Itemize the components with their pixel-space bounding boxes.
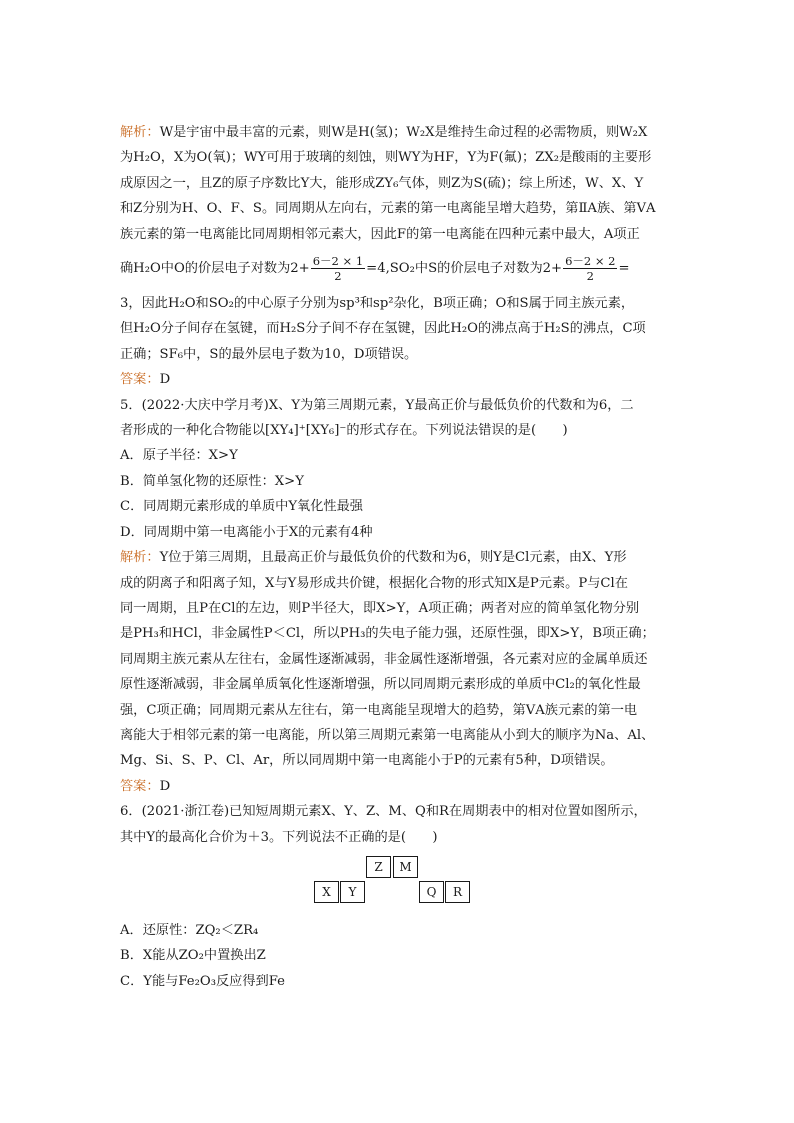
cell-z: Z <box>366 856 391 878</box>
q5-option-a: A．原子半径：X>Y <box>120 448 238 464</box>
denominator: 2 <box>586 269 594 284</box>
q5-analysis-line-4: 是PH₃和HCl，非金属性P＜Cl，所以PH₃的失电子能力强，还原性强，即X>Y，B项正确； <box>120 626 655 642</box>
numerator: 6－2 × 1 <box>312 254 364 269</box>
q4-analysis-line-3: 成原因之一，且Z的原子序数比Y大，能形成ZY₆气体，则Z为S(硫)；综上所述，W、X、Y <box>120 175 644 191</box>
q5-analysis-line-5: 同周期主族元素从左往右，金属性逐渐减弱，非金属性逐渐增强，各元素对应的金属单质还 <box>120 651 648 667</box>
answer-value: D <box>159 778 171 794</box>
q5-analysis-line-6: 原性逐渐减弱，非金属单质氧化性逐渐增强，所以同周期元素形成的单质中Cl₂的氧化性最 <box>120 677 641 693</box>
q4-analysis-line-7: 3，因此H₂O和SO₂的中心原子分别为sp³和sp²杂化，B项正确；O和S属于同主族元素， <box>120 296 635 312</box>
q5-stem-line-1: 5．(2022·大庆中学月考)X、Y为第三周期元素，Y最高正价与最低负价的代数和为6，二 <box>120 397 634 413</box>
cell-y: Y <box>340 881 365 903</box>
q4-analysis-line-2: 为H₂O，X为O(氧)；WY可用于玻璃的刻蚀，则WY为HF，Y为F(氟)；ZX₂是酸雨的主要形 <box>120 150 652 166</box>
q5-analysis-line-1 <box>120 545 680 570</box>
text: 确H₂O中O的价层电子对数为2+ <box>120 261 310 277</box>
numerator: 6－2 × 2 <box>565 254 616 269</box>
q6-option-a: A．还原性：ZQ₂＜ZR₄ <box>120 922 259 938</box>
q4-analysis-line-9: 正确；SF₆中，S的最外层电子数为10，D项错误。 <box>120 346 418 362</box>
cell-q: Q <box>419 881 444 903</box>
answer-value: D <box>159 372 171 388</box>
text: = <box>618 261 630 277</box>
q5-option-c: C．同周期元素形成的单质中Y氧化性最强 <box>120 499 363 515</box>
text: =4,SO₂中S的价层电子对数为2+ <box>366 261 563 277</box>
q4-analysis-line-4: 和Z分别为H、O、F、S。同周期从左向右，元素的第一电离能呈增大趋势，第ⅡA族、第ⅤA <box>120 201 656 217</box>
q4-analysis-line-8: 但H₂O分子间存在氢键，而H₂S分子间不存在氢键，因此H₂O的沸点高于H₂S的沸点，C项 <box>120 321 646 337</box>
denominator: 2 <box>334 269 342 284</box>
q6-option-b: B．X能从ZO₂中置换出Z <box>120 948 266 964</box>
q5-analysis-line-8: 离能大于相邻元素的第一电离能，所以第三周期元素第一电离能从小到大的顺序为Na、Al、 <box>120 727 655 743</box>
q5-analysis-line-7: 强，C项正确；同周期元素从左往右，第一电离能呈现增大的趋势，第ⅤA族元素的第一电 <box>120 702 638 718</box>
fraction-1 <box>311 254 365 283</box>
q5-analysis-line-9: Mg、Si、S、P、Cl、Ar，所以同周期中第一电离能小于P的元素有5种，D项错误。 <box>120 753 614 769</box>
answer-label: 答案： <box>120 372 160 388</box>
q5-analysis-line-3: 同一周期，且P在Cl的左边，则P半径大，即X>Y，A项正确；两者对应的简单氢化物分别 <box>120 600 640 616</box>
q5-option-d: D．同周期中第一电离能小于X的元素有4种 <box>120 524 373 540</box>
q4-analysis-line-1 <box>120 120 680 145</box>
answer-label: 答案： <box>120 778 160 794</box>
q4-answer <box>120 367 680 392</box>
document-page <box>120 120 680 994</box>
q6-option-c: C．Y能与Fe₂O₃反应得到Fe <box>120 973 285 989</box>
text: Y位于第三周期，且最高正价与最低负价的代数和为6，则Y是Cl元素，由X、Y形 <box>159 550 627 566</box>
cell-x: X <box>314 881 339 903</box>
text: W是宇宙中最丰富的元素，则W是H(氢)；W₂X是维持生命过程的必需物质，则W₂X <box>159 125 648 140</box>
q6-stem-line-2: 其中Y的最高化合价为＋3。下列说法不正确的是( ) <box>120 829 438 845</box>
cell-r: R <box>445 881 470 903</box>
periodic-table-fragment <box>120 856 680 910</box>
q4-analysis-line-5: 族元素的第一电离能比同周期相邻元素大，因此F的第一电离能在四种元素中最大，A项正 <box>120 226 640 242</box>
q5-option-b: B．简单氢化物的还原性：X>Y <box>120 473 304 489</box>
cell-m: M <box>393 856 418 878</box>
q5-stem-line-2: 者形成的一种化合物能以[XY₄]⁺[XY₆]⁻的形式存在。下列说法错误的是( ) <box>120 423 568 439</box>
analysis-label: 解析： <box>120 550 160 566</box>
analysis-label: 解析： <box>120 125 160 140</box>
q4-analysis-line-6 <box>120 247 680 291</box>
q5-analysis-line-2: 成的阴离子和阳离子知，X与Y易形成共价键，根据化合物的形式知X是P元素。P与Cl在 <box>120 575 628 591</box>
fraction-2 <box>563 254 617 283</box>
q5-answer <box>120 774 680 799</box>
q6-stem-line-1: 6．(2021·浙江卷)已知短周期元素X、Y、Z、M、Q和R在周期表中的相对位置如图所示， <box>120 804 647 820</box>
